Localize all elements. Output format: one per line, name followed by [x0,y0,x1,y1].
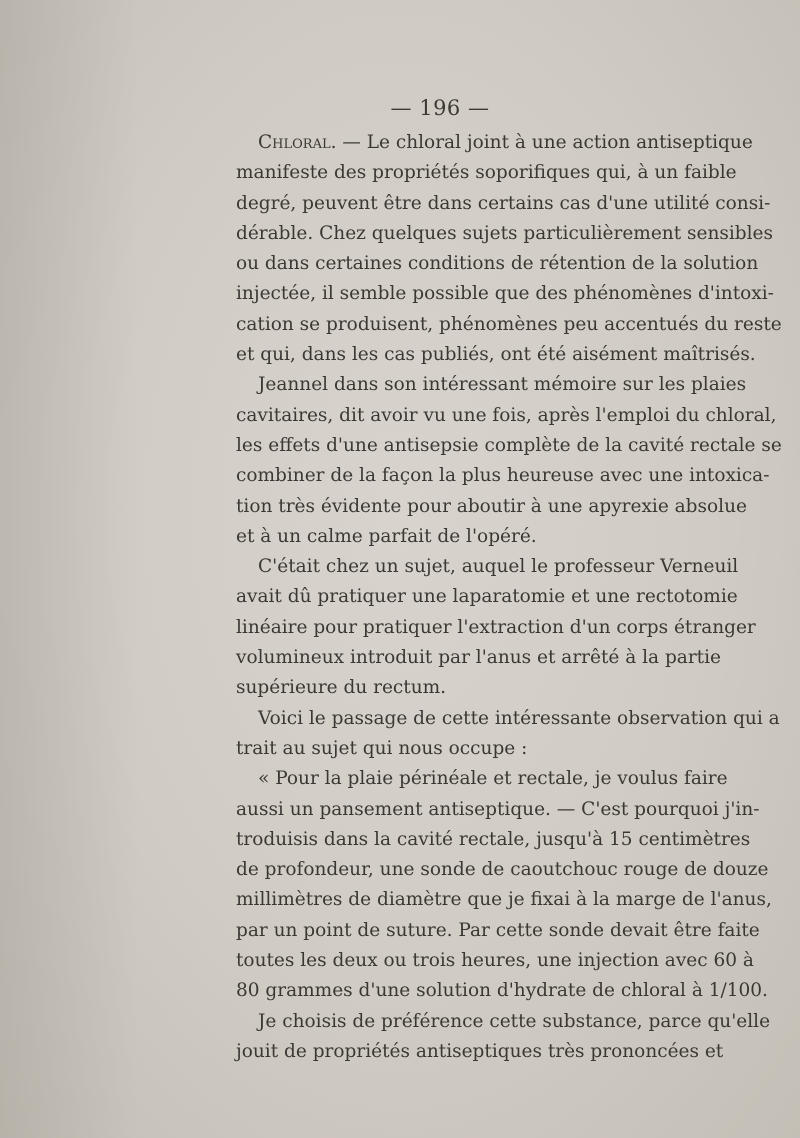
text-line: tion très évidente pour aboutir à une apyrexie absolue [236,495,747,517]
text-line: Chloral. — Le chloral joint à une action antiseptique [258,132,753,153]
text-line: avait dû pratiquer une laparatomie et une rectotomie [236,586,738,608]
text-line: « Pour la plaie périnéale et rectale, je voulus faire [258,768,728,790]
text-line: jouit de propriétés antiseptiques très prononcées et [236,1040,724,1062]
text-line: par un point de suture. Par cette sonde devait être faite [236,919,760,941]
text-line: manifeste des propriétés soporifiques qui, à un faible [236,162,737,184]
paragraph-verneuil [236,552,756,703]
text-line: les effets d'une antisepsie complète de la cavité rectale se [236,434,782,456]
text-line: troduisis dans la cavité rectale, jusqu'à 15 centimètres [236,828,751,850]
text-line: et à un calme parfait de l'opéré. [236,525,537,547]
text-line: Je choisis de préférence cette substance, parce qu'elle [258,1010,771,1032]
text-line: millimètres de diamètre que je fixai à la marge de l'anus, [236,889,772,911]
section-heading: Chloral. [258,132,337,153]
text-line: toutes les deux ou trois heures, une injection avec 60 à [236,950,754,972]
text-line: cation se produisent, phénomènes peu accentués du reste [236,313,782,335]
text-line: volumineux introduit par l'anus et arrêté à la partie [236,647,721,669]
text-line: dérable. Chez quelques sujets particulièrement sensibles [236,222,773,244]
text-line: combiner de la façon la plus heureuse avec une intoxica- [236,465,770,487]
text-line: supérieure du rectum. [236,677,447,699]
text-line: 80 grammes d'une solution d'hydrate de chloral à 1/100. [236,980,768,1002]
text-line: aussi un pansement antiseptique. — C'est pourquoi j'in- [236,798,760,820]
text-line: C'était chez un sujet, auquel le professeur Verneuil [258,556,739,578]
text-line: et qui, dans les cas publiés, ont été aisément maîtrisés. [236,344,756,366]
paragraph-passage [236,704,780,765]
paragraph-jeannel [236,370,782,552]
text-line: ou dans certaines conditions de rétention de la solution [236,253,759,275]
text-line: trait au sujet qui nous occupe : [236,737,528,759]
text-line: injectée, il semble possible que des phénomènes d'intoxi- [236,283,774,305]
text-line: linéaire pour pratiquer l'extraction d'un corps étranger [236,616,756,638]
paragraph-choice [236,1007,771,1068]
text-line: cavitaires, dit avoir vu une fois, après l'emploi du chloral, [236,404,777,426]
text-line: de profondeur, une sonde de caoutchouc rouge de douze [236,859,769,881]
text-line: degré, peuvent être dans certains cas d'une utilité consi- [236,192,771,214]
body-text [236,128,782,1067]
text-line: Voici le passage de cette intéressante observation qui a [258,707,780,729]
text-line: Jeannel dans son intéressant mémoire sur les plaies [258,374,747,396]
page-number: — 196 — [390,96,490,120]
paragraph-chloral [236,128,782,370]
paragraph-quotation [236,764,772,1006]
